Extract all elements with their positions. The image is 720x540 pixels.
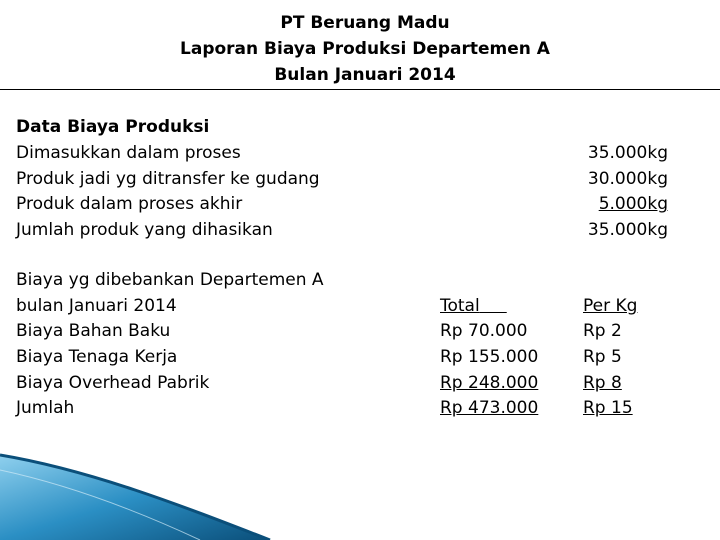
biaya-perkg-4: Rp 15 — [583, 398, 633, 418]
biaya-heading-line1: Biaya yg dibebankan Departemen A — [16, 270, 324, 290]
biaya-perkg-3: Rp 8 — [583, 373, 622, 393]
report-header — [0, 10, 720, 88]
biaya-label-1: Biaya Bahan Baku — [16, 321, 171, 341]
biaya-total-1: Rp 70.000 — [440, 321, 528, 341]
biaya-heading-line2: bulan Januari 2014 — [16, 296, 177, 316]
biaya-perkg-2: Rp 5 — [583, 347, 622, 367]
biaya-label-4: Jumlah — [16, 398, 75, 418]
biaya-label-2: Biaya Tenaga Kerja — [16, 347, 178, 367]
produksi-value-3: 5.000kg — [598, 194, 668, 214]
col-header-per-kg: Per Kg — [583, 296, 638, 316]
header-divider — [0, 89, 720, 90]
produksi-label-4: Jumlah produk yang dihasikan — [16, 220, 273, 240]
data-produksi-heading: Data Biaya Produksi — [16, 117, 210, 137]
produksi-label-1: Dimasukkan dalam proses — [16, 143, 241, 163]
report-period: Bulan Januari 2014 — [274, 65, 456, 85]
wave-edge — [0, 455, 270, 540]
biaya-label-3: Biaya Overhead Pabrik — [16, 373, 210, 393]
company-name: PT Beruang Madu — [280, 13, 450, 33]
report-title: Laporan Biaya Produksi Departemen A — [180, 39, 550, 59]
wave-highlight — [0, 470, 200, 540]
biaya-total-2: Rp 155.000 — [440, 347, 539, 367]
produksi-value-1: 35.000kg — [587, 143, 668, 163]
biaya-perkg-1: Rp 2 — [583, 321, 622, 341]
wave-shape — [0, 455, 270, 540]
col-header-total: Total — [440, 296, 480, 316]
produksi-value-2: 30.000kg — [587, 169, 668, 189]
biaya-total-3: Rp 248.000 — [440, 373, 539, 393]
produksi-label-2: Produk jadi yg ditransfer ke gudang — [16, 169, 320, 189]
produksi-label-3: Produk dalam proses akhir — [16, 194, 243, 214]
produksi-value-4: 35.000kg — [587, 220, 668, 240]
biaya-total-4: Rp 473.000 — [440, 398, 539, 418]
